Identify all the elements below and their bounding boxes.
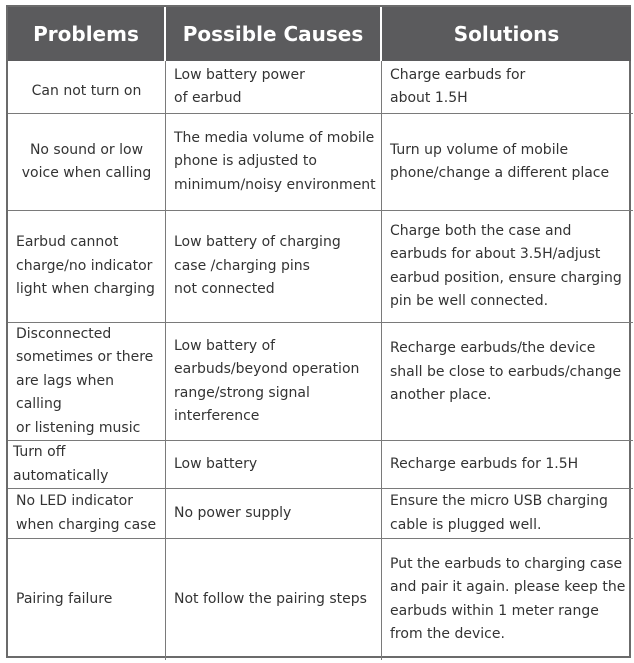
problem-cell: Earbud cannot charge/no indicator light when charging [8, 211, 166, 323]
cause-cell: Low battery of charging case /charging pins not connected [166, 211, 382, 323]
problem-cell: No LED indicator when charging case [8, 489, 166, 539]
cause-cell: The media volume of mobile phone is adjusted to minimum/noisy environment [166, 114, 382, 211]
solution-cell: Put the earbuds to charging case and pair it again. please keep the earbuds within 1 meter range from the device. [390, 555, 626, 642]
cause-cell: Low battery of earbuds/beyond operation range/strong signal interference [166, 323, 382, 441]
troubleshooting-table [6, 5, 631, 658]
solution-cell: Charge both the case and earbuds for about 3.5H/adjust earbud position, ensure charging pin be well connected. [382, 211, 633, 323]
header-solutions: Solutions [382, 7, 633, 61]
problem-cell: Pairing failure [8, 539, 166, 660]
problem-cell: No sound or low voice when calling [8, 114, 166, 211]
problem-cell: Disconnected sometimes or there are lags when calling or listening music [8, 323, 166, 441]
solution-cell: Turn up volume of mobile phone/change a different place [382, 114, 633, 211]
cause-cell: No power supply [166, 489, 382, 539]
problem-cell: Can not turn on [8, 61, 166, 114]
cause-cell: Low battery power of earbud [166, 61, 382, 114]
cause-cell: Low battery [166, 441, 382, 489]
cause-cell: Not follow the pairing steps [166, 539, 382, 660]
problem-cell: Turn off automatically [8, 441, 166, 489]
header-problems: Problems [8, 7, 166, 61]
solution-cell: Recharge earbuds/the device shall be close to earbuds/change another place. [382, 323, 633, 441]
solution-cell: Ensure the micro USB charging cable is plugged well. [382, 489, 633, 539]
header-possible-causes: Possible Causes [166, 7, 382, 61]
solution-cell: Recharge earbuds for 1.5H [382, 441, 633, 489]
solution-cell: Charge earbuds for about 1.5H [382, 61, 633, 114]
